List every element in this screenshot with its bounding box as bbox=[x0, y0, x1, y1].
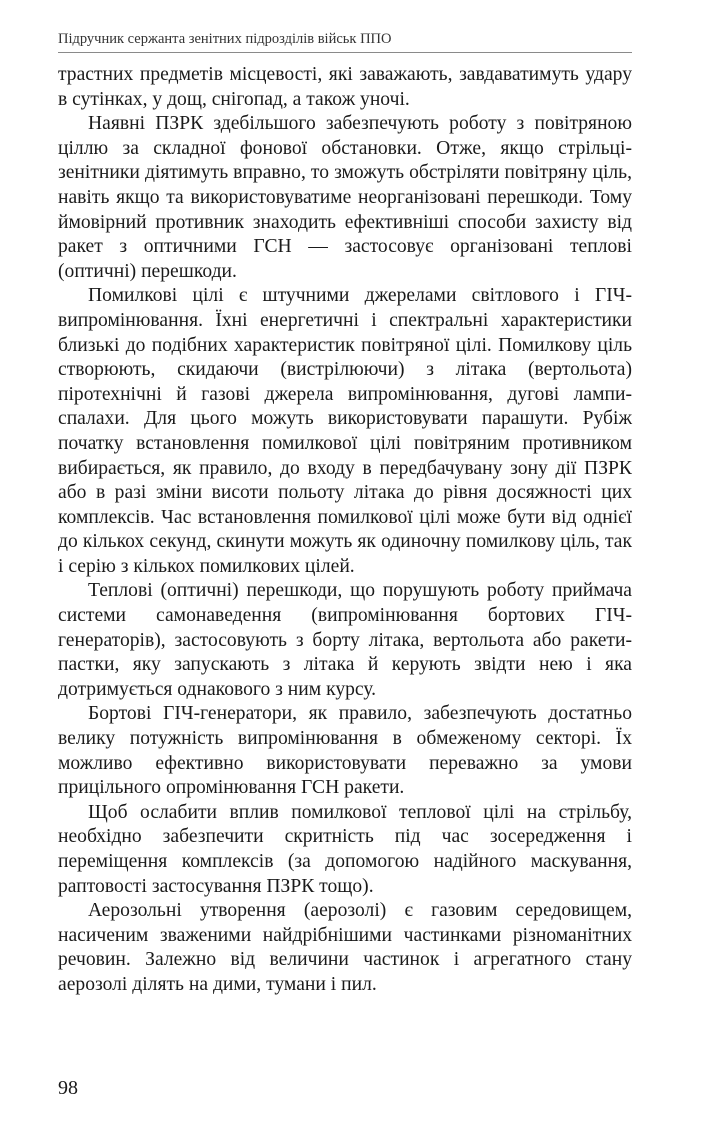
paragraph: Щоб ослабити вплив помилкової теплової цілі на стрільбу, необхідно забезпечити скритність під час зосередження і переміщення комплексів (за допомогою надійного маскування, раптовості застосування ПЗРК тощо). bbox=[58, 801, 632, 897]
paragraph: Помилкові цілі є штучними джерелами світлового і ГІЧ-випромінювання. Їхні енергетичні і спектральні характеристики близькі до подібних характеристик повітряної цілі. Помилкову ціль створюють, скидаючи (вистрілюючи) з літака (вертольота) піротехнічні й газові джерела випромінювання, дугові лампи-спалахи. Для цього можуть використовувати парашути. Рубіж початку встановлення помилкової цілі повітряним противником вибирається, як правило, до входу в передбачувану зону дії ПЗРК або в разі зміни висоти польоту літака до рівня досяжності цих комплексів. Час встановлення помилкової цілі може бути від однієї до кількох секунд, скинути можуть як одиночну помилкову ціль, так і серію з кількох помилкових цілей. bbox=[58, 285, 632, 577]
paragraph-continued: трастних предметів місцевості, які заважають, завдаватимуть удару в сутінках, у дощ, снігопад, а також уночі. bbox=[58, 64, 632, 110]
paragraph: Наявні ПЗРК здебільшого забезпечують роботу з повітряною ціллю за складної фонової обстановки. Отже, якщо стрільці-зенітники діятимуть вправно, то зможуть обстріляти повітряну ціль, навіть якщо та використовуватиме неорганізовані перешкоди. Тому ймовірний противник знаходить ефективніші способи захисту від ракет з оптичними ГСН — застосовує організовані теплові (оптичні) перешкоди. bbox=[58, 113, 632, 282]
page-number: 98 bbox=[58, 1077, 78, 1099]
running-header: Підручник сержанта зенітних підрозділів військ ППО bbox=[58, 30, 632, 53]
body-text bbox=[58, 63, 632, 998]
paragraph: Аерозольні утворення (аерозолі) є газовим середовищем, насиченим зваженими найдрібнішими частинками різноманітних речовин. Залежно від величини частинок і агрегатного стану аерозолі ділять на дими, тумани і пил. bbox=[58, 900, 632, 995]
paragraph: Бортові ГІЧ-генератори, як правило, забезпечують достатньо велику потужність випромінювання в обмеженому секторі. Їх можливо ефективно використовувати переважно за умови прицільного опромінювання ГСН ракети. bbox=[58, 703, 632, 799]
paragraph: Теплові (оптичні) перешкоди, що порушують роботу приймача системи самонаведення (випромінювання бортових ГІЧ-генераторів), застосовують з борту літака, вертольота або ракети-пастки, яку запускають з літака й керують звідти нею і яка дотримується однакового з ним курсу. bbox=[58, 580, 632, 700]
